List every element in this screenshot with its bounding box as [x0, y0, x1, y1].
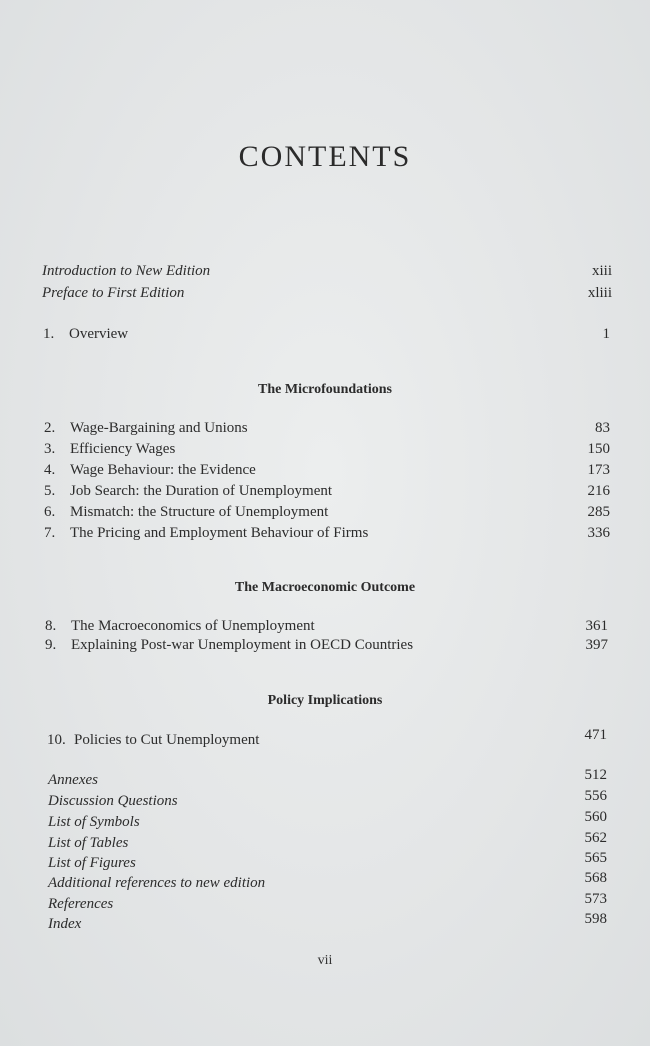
entry-label: Wage Behaviour: the Evidence [70, 462, 256, 478]
entry-label: Index [48, 916, 82, 932]
chapter-number: 8. [45, 618, 57, 634]
entry-label: The Pricing and Employment Behaviour of Firms [70, 525, 369, 541]
chapter-number: 1. [43, 326, 55, 342]
entry-page: 471 [584, 727, 607, 743]
entry-label: Job Search: the Duration of Unemployment [70, 483, 333, 499]
toc-entry [48, 830, 607, 853]
entry-label: List of Figures [48, 855, 136, 871]
entry-label: List of Tables [48, 835, 129, 851]
entry-page: 361 [585, 618, 608, 634]
entry-label: Policies to Cut Unemployment [74, 732, 260, 748]
entry-page: 216 [587, 483, 610, 499]
entry-page: 565 [584, 850, 607, 866]
entry-label: The Macroeconomics of Unemployment [71, 618, 315, 634]
entry-label: Explaining Post-war Unemployment in OECD Countries [71, 637, 414, 653]
entry-label: Additional references to new edition [48, 875, 266, 891]
section-heading: Policy Implications [267, 693, 383, 708]
entry-label: Wage-Bargaining and Unions [70, 420, 248, 436]
toc-entry [45, 616, 608, 636]
entry-page: 173 [587, 462, 610, 478]
toc-entry [47, 727, 607, 750]
entry-page: 512 [584, 767, 607, 783]
page-title: CONTENTS [238, 140, 412, 173]
entry-page: 285 [587, 504, 610, 520]
chapter-number: 6. [44, 504, 56, 520]
entry-page: 397 [585, 637, 608, 653]
chapter-number: 3. [44, 441, 56, 457]
entry-label: Introduction to New Edition [42, 263, 211, 279]
chapter-number: 4. [44, 462, 56, 478]
toc-entry [44, 418, 610, 438]
toc-entry [44, 439, 610, 459]
chapter-number: 5. [44, 483, 56, 499]
toc-entry [44, 523, 610, 543]
chapter-number: 10. [47, 732, 66, 748]
chapter-number: 7. [44, 525, 56, 541]
entry-page: xliii [587, 285, 612, 301]
toc-entry [48, 809, 607, 832]
entry-page: 336 [587, 525, 610, 541]
entry-page: 556 [584, 788, 607, 804]
entry-label: List of Symbols [48, 814, 140, 830]
entry-page: 562 [584, 830, 607, 846]
entry-page: 598 [584, 911, 607, 927]
toc-entry [44, 460, 610, 480]
toc-entry [43, 324, 610, 344]
entry-label: References [48, 896, 114, 912]
toc-entry [42, 261, 612, 281]
entry-label: Mismatch: the Structure of Unemployment [70, 504, 329, 520]
entry-page: xiii [591, 263, 612, 279]
section-heading: The Microfoundations [258, 382, 392, 397]
toc-entry [48, 850, 607, 873]
chapter-number: 9. [45, 637, 57, 653]
entry-page: 83 [595, 420, 610, 436]
toc-entry [48, 870, 607, 893]
toc-entry [45, 635, 608, 655]
page-number: vii [317, 953, 333, 968]
toc-entry [42, 283, 612, 303]
toc-entry [48, 788, 607, 811]
entry-page: 1 [602, 326, 610, 342]
entry-page: 150 [587, 441, 610, 457]
toc-entry [48, 767, 607, 790]
entry-label: Overview [69, 326, 129, 342]
section-heading: The Macroeconomic Outcome [234, 580, 416, 595]
entry-page: 560 [584, 809, 607, 825]
entry-label: Annexes [48, 772, 98, 788]
chapter-number: 2. [44, 420, 56, 436]
toc-entry [44, 502, 610, 522]
entry-label: Preface to First Edition [42, 285, 185, 301]
entry-page: 573 [584, 891, 607, 907]
toc-entry [48, 911, 607, 934]
toc-entry [44, 481, 610, 501]
toc-entry [48, 891, 607, 914]
entry-label: Discussion Questions [48, 793, 178, 809]
entry-label: Efficiency Wages [70, 441, 176, 457]
entry-page: 568 [584, 870, 607, 886]
